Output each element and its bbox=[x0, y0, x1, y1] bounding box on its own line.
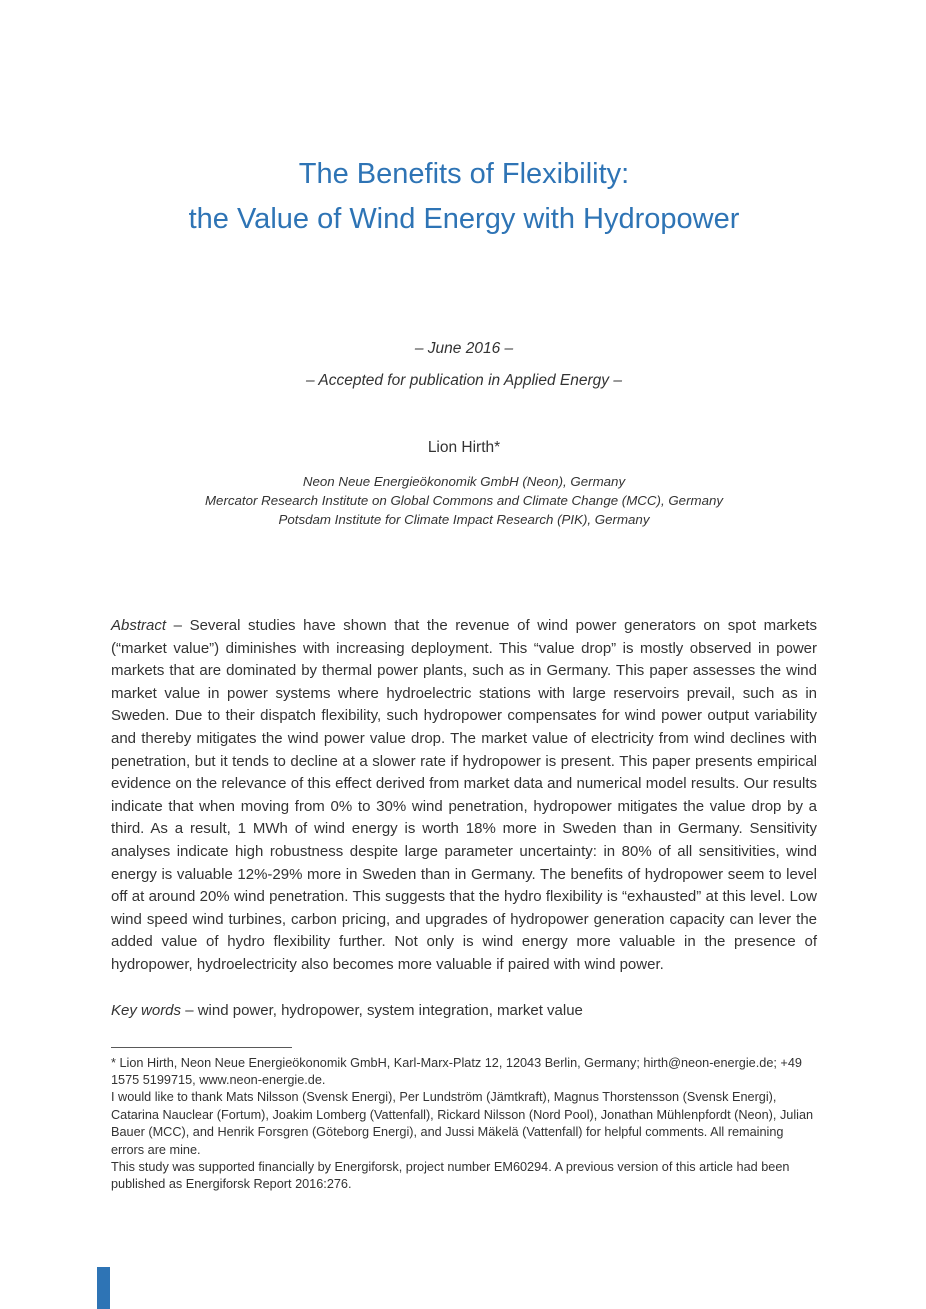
keywords-text: – wind power, hydropower, system integration, market value bbox=[181, 1001, 583, 1019]
keywords-line bbox=[111, 1000, 817, 1022]
affiliation-line-1: Neon Neue Energieökonomik GmbH (Neon), Germany bbox=[302, 474, 626, 489]
affiliation-line-3: Potsdam Institute for Climate Impact Research (PIK), Germany bbox=[278, 512, 650, 527]
footnote-acknowledgements: I would like to thank Mats Nilsson (Svensk Energi), Per Lundström (Jämtkraft), Magnus Thorstensson (Svensk Energi), Catarina Nauclear (Fortum), Joakim Lomberg (Vattenfall), Rickard Nilsson (Nord Pool), Jonathan Mühlenpfordt (Neon), Julian Bauer (MCC), and Henrik Forsgren (Göteborg Energi), and Jussi Mäkelä (Vattenfall) for helpful comments. All remaining errors are mine. bbox=[111, 1090, 814, 1157]
affiliation-line-2: Mercator Research Institute on Global Commons and Climate Change (MCC), Germany bbox=[204, 493, 724, 508]
author-affiliations bbox=[111, 472, 817, 529]
footnote-contact: * Lion Hirth, Neon Neue Energieökonomik GmbH, Karl-Marx-Platz 12, 12043 Berlin, Germany; hirth@neon-energie.de; +49 1575 5199715, www.neon-energie.de. bbox=[111, 1055, 802, 1087]
footnotes-block bbox=[111, 1055, 817, 1194]
abstract-paragraph bbox=[111, 615, 817, 977]
footnote-funding: This study was supported financially by Energiforsk, project number EM60294. A previous version of this article had been published as Energiforsk Report 2016:276. bbox=[111, 1159, 790, 1192]
bottom-left-accent-bar bbox=[97, 1267, 110, 1309]
publication-date-line: – June 2016 – bbox=[414, 340, 514, 357]
paper-title-line1: The Benefits of Flexibility: bbox=[298, 158, 630, 190]
acceptance-note-line: – Accepted for publication in Applied Energy – bbox=[306, 372, 622, 389]
paper-title bbox=[111, 152, 817, 242]
abstract-label: Abstract bbox=[111, 617, 167, 634]
keywords-label: Key words bbox=[111, 1001, 182, 1019]
abstract-text: – Several studies have shown that the revenue of wind power generators on spot markets (“market value”) diminishes with increasing deployment. This “value drop” is mostly observed in power markets that are dominated by thermal power plants, such as in Germany. This paper assesses the wind market value in power systems where hydroelectric stations with large reservoirs prevail, such as in Sweden. Due to their dispatch flexibility, such hydropower compensates for wind power output variability and thereby mitigates the wind power value drop. The market value of electricity from wind declines with penetration, but it tends to decline at a slower rate if hydropower is present. This paper presents empirical evidence on the relevance of this effect derived from market data and numerical model results. Our results indicate that when moving from 0% to 30% wind penetration, hydropower mitigates the value drop by a third. As a result, 1 MWh of wind energy is worth 18% more in Sweden than in Germany. Sensitivity analyses indicate high robustness despite large parameter uncertainty: in 80% of all sensitivities, wind energy is valuable 12%-29% more in Sweden than in Germany. The benefits of hydropower seem to level off at around 20% wind penetration. This suggests that the hydro flexibility is “exhausted” at this level. Low wind speed wind turbines, carbon pricing, and upgrades of hydropower generation capacity can lever the added value of hydro flexibility further. Not only is wind energy more valuable in the presence of hydropower, hydroelectricity also becomes more valuable if paired with wind power. bbox=[111, 617, 817, 973]
author-name: Lion Hirth* bbox=[427, 439, 501, 456]
footnote-separator-rule bbox=[111, 1047, 292, 1048]
paper-title-line2: the Value of Wind Energy with Hydropower bbox=[188, 203, 740, 235]
